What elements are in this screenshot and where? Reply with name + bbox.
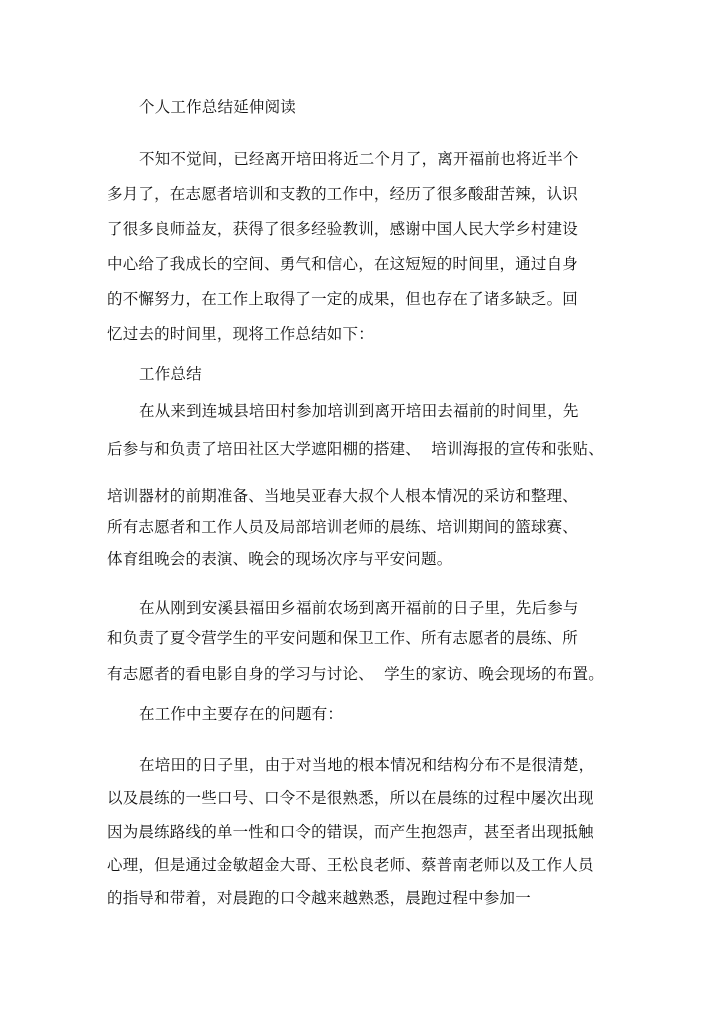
intro-line: 多月了，在志愿者培训和支教的工作中，经历了很多酸甜苦辣，认识 xyxy=(107,185,579,203)
paragraph-line: 的指导和带着，对晨跑的口令越来越熟悉，晨跑过程中参加一 xyxy=(107,889,531,907)
problems-heading: 在工作中主要存在的问题有： xyxy=(139,705,344,723)
paragraph-line: 和负责了夏令营学生的平安问题和保卫工作、所有志愿者的晨练、所 xyxy=(107,629,579,647)
intro-line: 中心给了我成长的空间、勇气和信心，在这短短的时间里，通过自身 xyxy=(107,255,579,273)
intro-line: 了很多良师益友，获得了很多经验教训，感谢中国人民大学乡村建设 xyxy=(107,220,579,238)
paragraph-line: 因为晨练路线的单一性和口令的错误，而产生抱怨声，甚至者出现抵触 xyxy=(107,823,594,841)
paragraph-line: 后参与和负责了培田社区大学遮阳棚的搭建、 培训海报的宣传和张贴、 xyxy=(107,440,604,458)
paragraph-line: 心理，但是通过金敏超金大哥、王松良老师、蔡普南老师以及工作人员 xyxy=(107,856,594,874)
section-heading: 工作总结 xyxy=(139,365,202,383)
paragraph-line: 有志愿者的看电影自身的学习与讨论、 学生的家访、晚会现场的布置。 xyxy=(107,665,604,683)
intro-line: 不知不觉间，已经离开培田将近二个月了，离开福前也将近半个 xyxy=(139,150,579,168)
paragraph-line: 在从来到连城县培田村参加培训到离开培田去福前的时间里，先 xyxy=(139,402,579,420)
intro-line: 忆过去的时间里，现将工作总结如下： xyxy=(107,325,374,343)
paragraph-line: 在培田的日子里，由于对当地的根本情况和结构分布不是很清楚， xyxy=(139,756,595,774)
intro-line: 的不懈努力，在工作上取得了一定的成果，但也存在了诸多缺乏。回 xyxy=(107,290,579,308)
paragraph-line: 在从刚到安溪县福田乡福前农场到离开福前的日子里，先后参与 xyxy=(139,599,579,617)
paragraph-line: 所有志愿者和工作人员及局部培训老师的晨练、培训期间的篮球赛、 xyxy=(107,518,579,536)
document-title: 个人工作总结延伸阅读 xyxy=(139,98,297,116)
paragraph-line: 培训器材的前期准备、当地吴亚春大叔个人根本情况的采访和整理、 xyxy=(107,487,579,505)
paragraph-line: 体育组晚会的表演、晚会的现场次序与平安问题。 xyxy=(107,550,453,568)
paragraph-line: 以及晨练的一些口号、口令不是很熟悉，所以在晨练的过程中屡次出现 xyxy=(107,789,594,807)
